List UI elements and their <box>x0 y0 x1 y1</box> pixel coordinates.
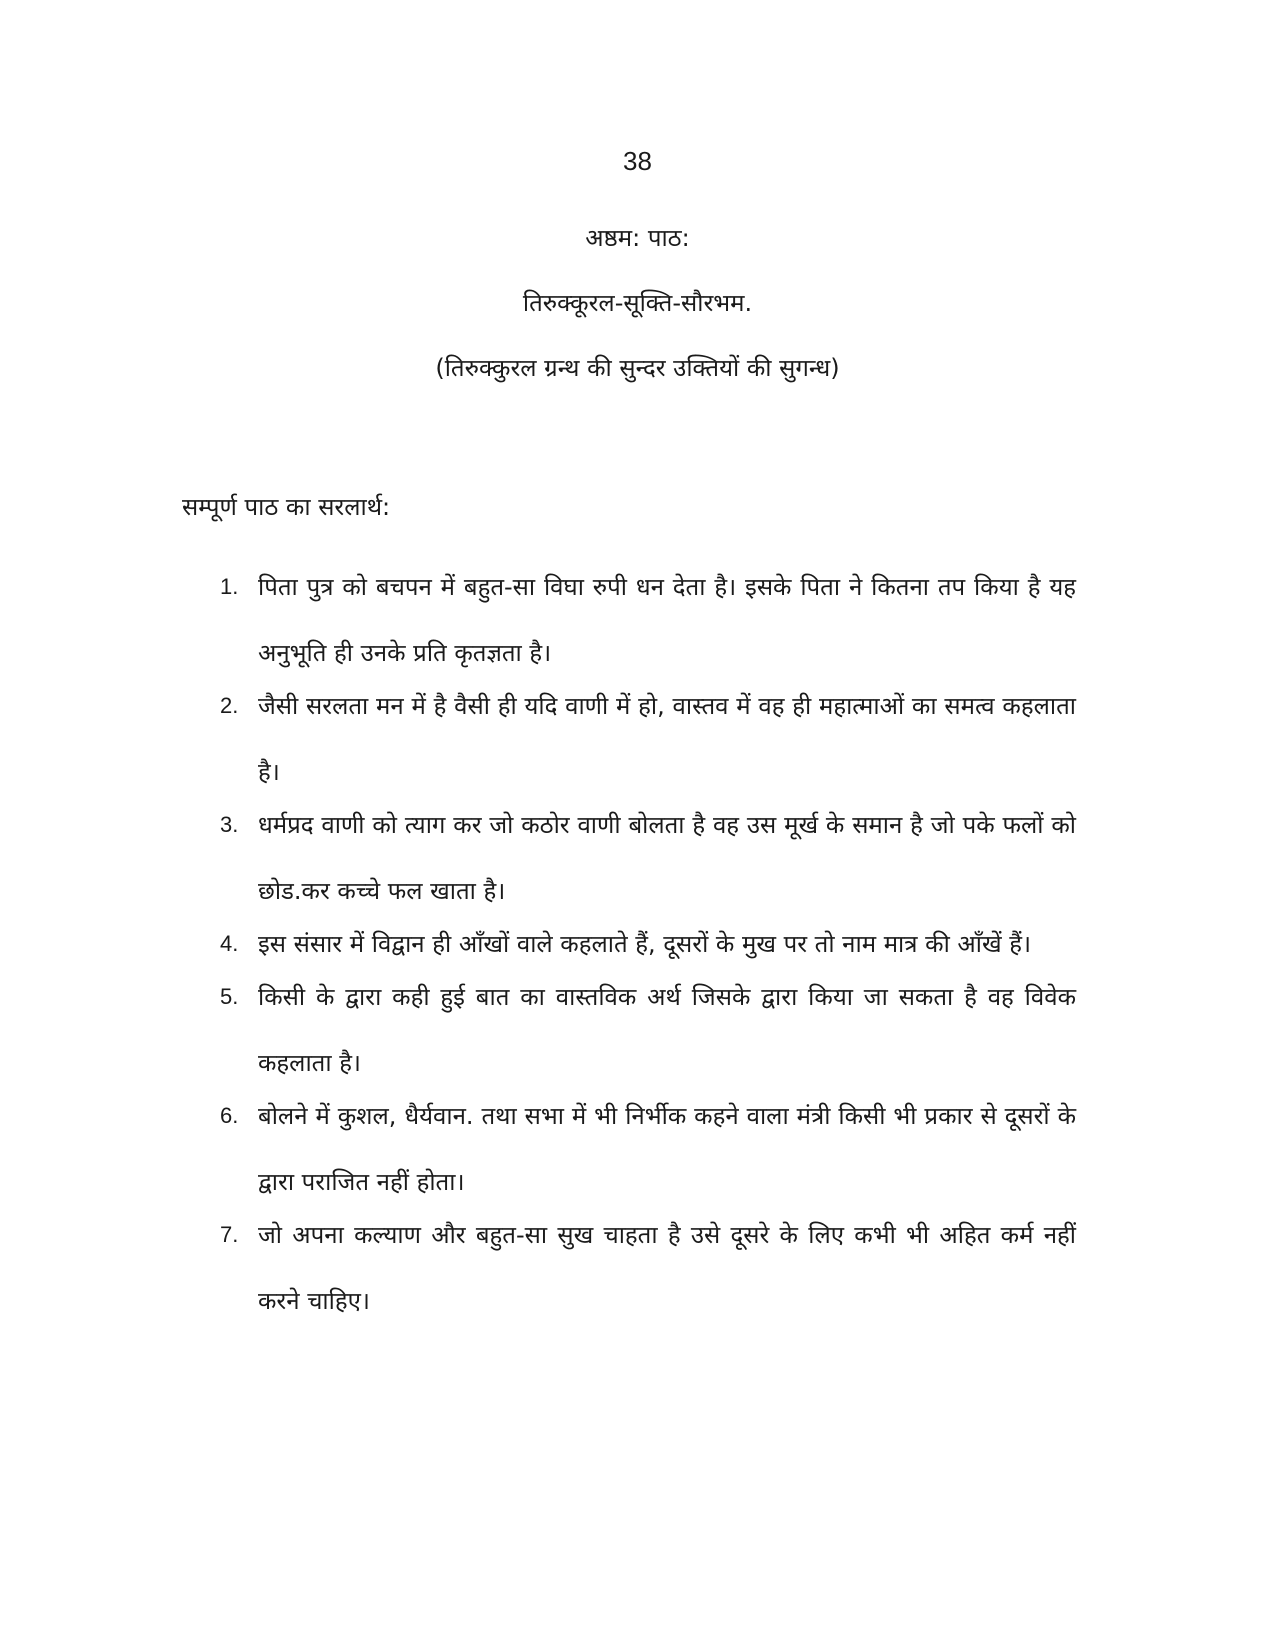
list-item-text: किसी के द्वारा कही हुई बात का वास्तविक अर्थ जिसके द्वारा किया जा सकता है वह विवेक कहलाता है। <box>258 983 1076 1077</box>
list-item-text: इस संसार में विद्वान ही आँखों वाले कहलाते हैं, दूसरों के मुख पर तो नाम मात्र की आँखें हैं। <box>258 930 1032 958</box>
list-item-number: 2. <box>220 693 239 718</box>
lesson-title: तिरुक्कूरल-सूक्ति-सौरभम. <box>522 289 753 317</box>
list-item <box>0 1083 1275 1215</box>
list-item-number: 7. <box>220 1222 239 1247</box>
list-item-number: 6. <box>220 1103 239 1128</box>
lesson-label: अष्ठम: पाठ: <box>585 224 690 252</box>
list-item-number: 3. <box>220 812 239 837</box>
page-number: 38 <box>623 146 652 176</box>
list-item-number: 5. <box>220 984 239 1009</box>
section-heading: सम्पूर्ण पाठ का सरलार्थ: <box>182 493 391 521</box>
list-item-text: बोलने में कुशल, धैर्यवान. तथा सभा में भी निर्भीक कहने वाला मंत्री किसी भी प्रकार से दूसरों के द्वारा पराजित नहीं होता। <box>258 1102 1076 1196</box>
list-item-text: जैसी सरलता मन में है वैसी ही यदि वाणी में हो, वास्तव में वह ही महात्माओं का समत्व कहलाता है। <box>258 692 1076 786</box>
meaning-list <box>0 554 1275 1334</box>
list-item-number: 1. <box>220 574 239 599</box>
list-item <box>0 1202 1275 1334</box>
list-item <box>0 964 1275 1096</box>
lesson-subtitle: (तिरुक्कुरल ग्रन्थ की सुन्दर उक्तियों की सुगन्ध) <box>435 354 840 382</box>
list-item-text: जो अपना कल्याण और बहुत-सा सुख चाहता है उसे दूसरे के लिए कभी भी अहित कर्म नहीं करने चाहिए। <box>258 1221 1076 1315</box>
list-item-text: धर्मप्रद वाणी को त्याग कर जो कठोर वाणी बोलता है वह उस मूर्ख के समान है जो पके फलों को छोड.कर कच्चे फल खाता है। <box>258 811 1076 905</box>
list-item-number: 4. <box>220 931 239 956</box>
list-item <box>0 792 1275 924</box>
list-item-text: पिता पुत्र को बचपन में बहुत-सा विघा रुपी धन देता है। इसके पिता ने कितना तप किया है यह अनुभूति ही उनके प्रति कृतज्ञता है। <box>258 573 1076 667</box>
list-item <box>0 673 1275 805</box>
list-item <box>0 554 1275 686</box>
